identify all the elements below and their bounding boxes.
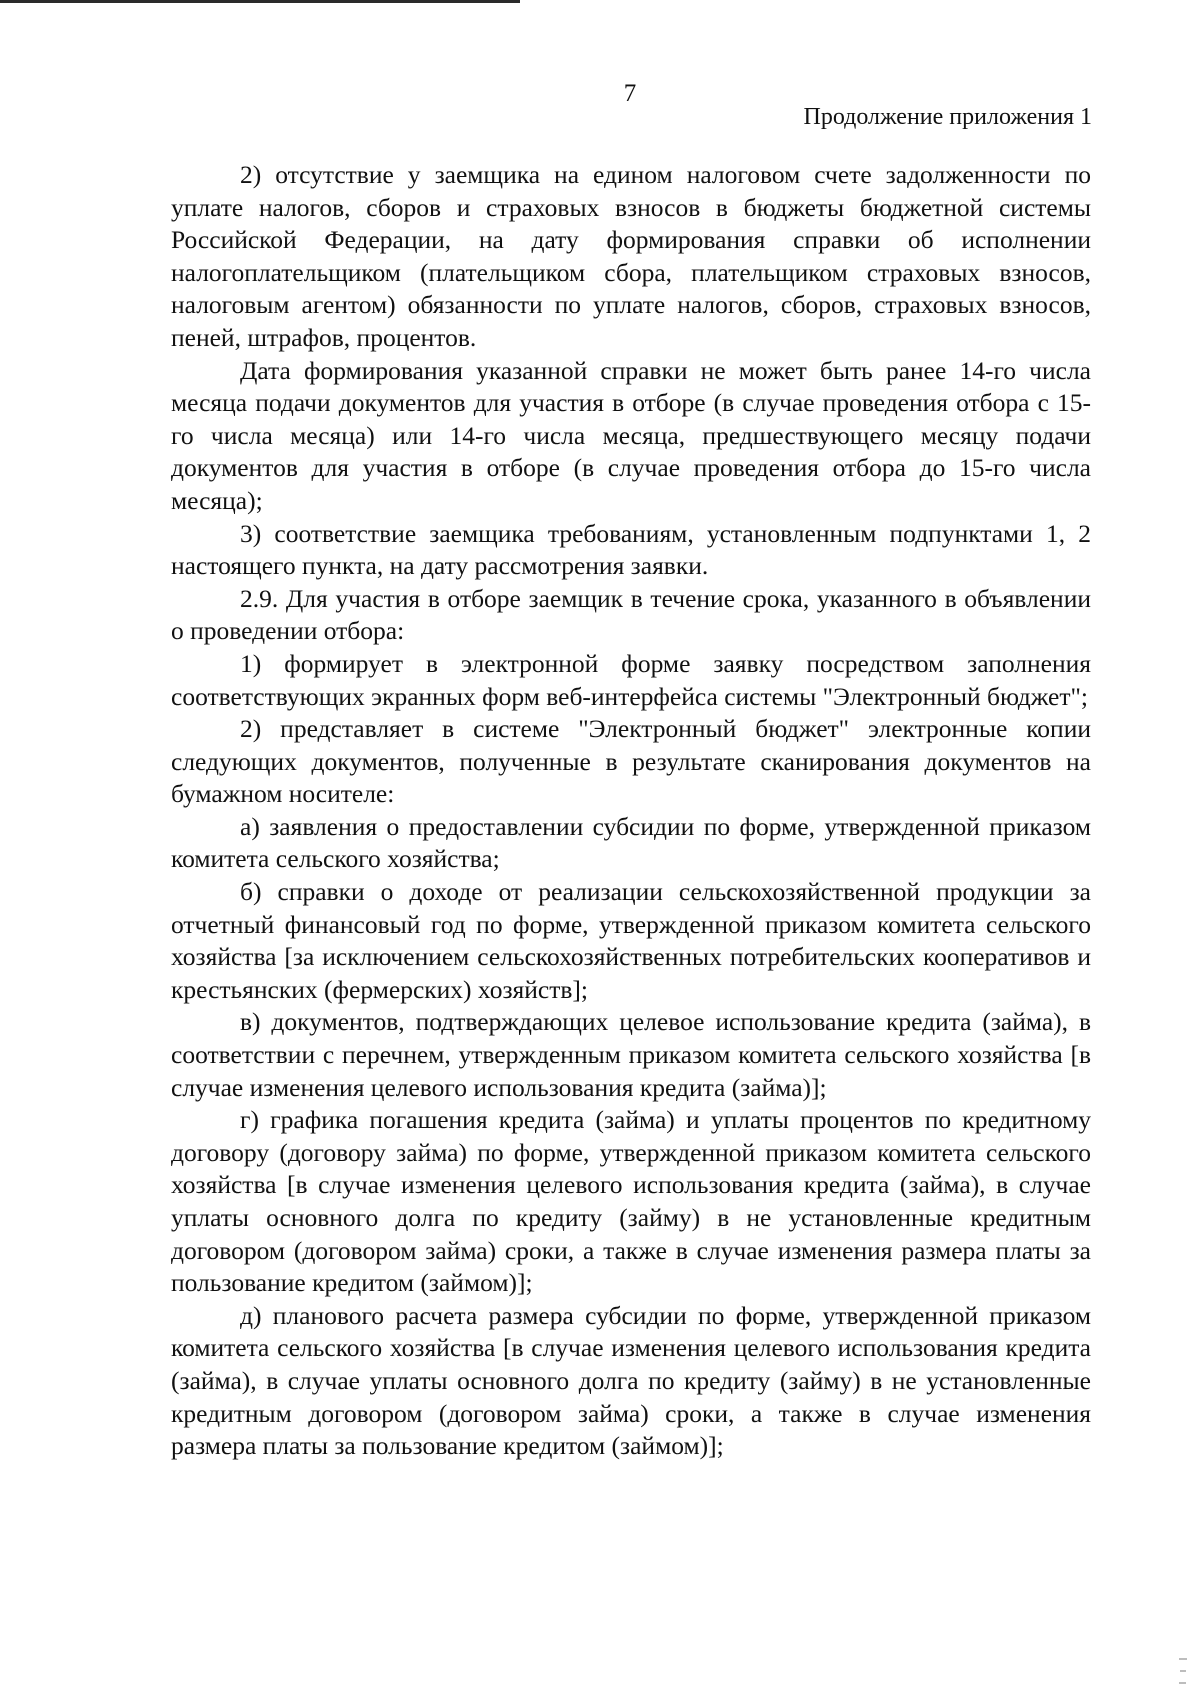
list-item-b-income-certificate: б) справки о доходе от реализации сельскохозяйственной продукции за отчетный финансовый год по форме, утвержденной приказом комитета сельского хозяйства [за исключением сельскохозяйственных потребительских кооперативов и крестьянских (фермерских) хозяйств]; — [171, 877, 1091, 1004]
list-item-v-target-use-documents: в) документов, подтверждающих целевое использование кредита (займа), в соответствии с перечнем, утвержденным приказом комитета сельского хозяйства [в случае изменения целевого использования кредита (займа)]; — [171, 1007, 1091, 1102]
paragraph-2-9-participation: 2.9. Для участия в отборе заемщик в течение срока, указанного в объявлении о проведении отбора: — [171, 583, 1091, 646]
scan-speck — [1179, 1682, 1186, 1684]
paragraph-certificate-date: Дата формирования указанной справки не может быть ранее 14-го числа месяца подачи документов для участия в отборе (в случае проведения отбора с 15-го числа месяца) или 14-го числа месяца, предшествующего месяцу подачи документов для участия в отборе (в случае проведения отбора до 15-го числа месяца); — [171, 355, 1091, 515]
scan-edge-line — [0, 0, 520, 3]
list-item-a-subsidy-statement: а) заявления о предоставлении субсидии по форме, утвержденной приказом комитета сельского хозяйства; — [171, 811, 1091, 874]
page-number: 7 — [623, 80, 637, 107]
paragraph-no-tax-debt: 2) отсутствие у заемщика на едином налоговом счете задолженности по уплате налогов, сборов и страховых взносов в бюджеты бюджетной системы Российской Федерации, на дату формирования справки об исполнении налогоплательщиком (плательщиком сбора, плательщиком страховых взносов, налоговым агентом) обязанности по уплате налогов, сборов, страховых взносов, пеней, штрафов, процентов. — [171, 160, 1091, 352]
scan-speck — [1180, 1670, 1186, 1672]
paragraph-document-copies: 2) представляет в системе "Электронный бюджет" электронные копии следующих документов, полученные в результате сканирования документов на бумажном носителе: — [171, 714, 1091, 809]
document-body — [171, 159, 1091, 1463]
appendix-continuation-label: Продолжение приложения 1 — [803, 104, 1092, 130]
list-item-d-subsidy-calculation: д) планового расчета размера субсидии по форме, утвержденной приказом комитета сельского хозяйства [в случае изменения целевого использования кредита (займа), в случае уплаты основного долга по кредиту (займу) в не установленные кредитным договором (договором займа) сроки, а также в случае изменения размера платы за пользование кредитом (займом)]; — [171, 1300, 1091, 1461]
paragraph-electronic-application: 1) формирует в электронной форме заявку посредством заполнения соответствующих экранных форм веб-интерфейса системы "Электронный бюджет"; — [171, 648, 1091, 711]
paragraph-requirements-compliance: 3) соответствие заемщика требованиям, установленным подпунктами 1, 2 настоящего пункта, на дату рассмотрения заявки. — [171, 518, 1091, 581]
list-item-g-repayment-schedule: г) графика погашения кредита (займа) и уплаты процентов по кредитному договору (договору займа) по форме, утвержденной приказом комитета сельского хозяйства [в случае изменения целевого использования кредита (займа), в случае уплаты основного долга по кредиту (займу) в не установленные кредитным договором (договором займа) сроки, а также в случае изменения размера платы за пользование кредитом (займом)]; — [171, 1105, 1091, 1298]
scan-speck — [1179, 1658, 1187, 1660]
